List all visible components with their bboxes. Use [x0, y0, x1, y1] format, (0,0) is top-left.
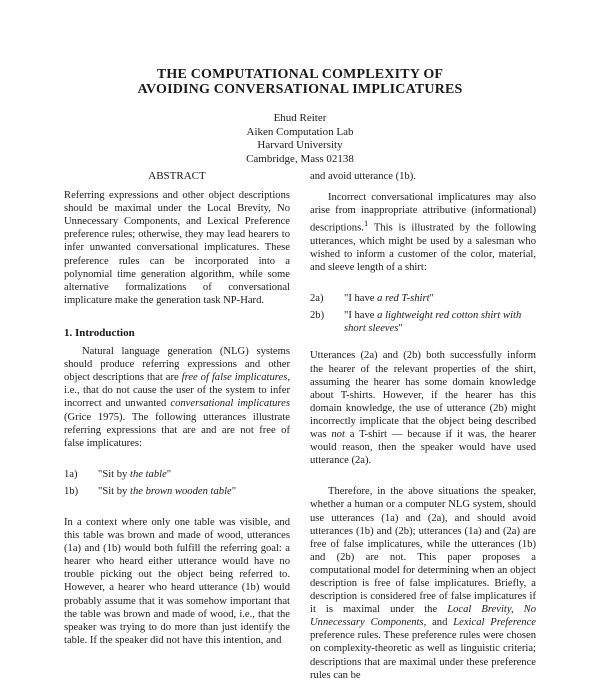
example-text	[98, 485, 290, 498]
example-text-post: "	[166, 468, 172, 480]
author-lab: Aiken Computation Lab	[246, 125, 354, 138]
paper-title	[0, 67, 600, 97]
example-text-em: a lightweight red cotton shirt with short sleeves	[344, 310, 522, 335]
example-number: 1a)	[64, 468, 78, 480]
right-p3-text-b: , and	[423, 617, 454, 629]
right-p2-text-b: a T-shirt — because if it was, the hearer would reason, then the speaker would have used utterance (2a).	[310, 429, 536, 467]
example-text-pre: "Sit by	[98, 485, 130, 497]
intro-heading: 1. Introduction	[64, 326, 135, 339]
right-p3-text-a: Therefore, in the above situations the speaker, whether a human or a computer NLG system, should use utterances (1a) and (2a), and should avoid utterances (1b) and (2b); utterances (1a) and (2a) are free of false implicatures, while the utterances (1b) and (2b) are not. This paper proposes a computational model for determining when an object description is free of false implicatures. Briefly, a description is considered free of false implicatures if it is maximal under the	[310, 486, 536, 616]
example-text-post: "	[429, 293, 434, 305]
right-paragraph-2	[310, 349, 536, 467]
right-p3-emphasis-1: Local Brevity, No Unnecessary Components	[310, 604, 536, 629]
example-text	[344, 292, 536, 305]
example-text-pre: "I have	[344, 310, 378, 322]
example-text-pre: "Sit by	[98, 468, 130, 480]
right-p2-text-a: Utterances (2a) and (2b) both successfully inform the hearer of the relevant properties of the shirt, assuming the hearer has some domain knowledge about T-shirts. However, if the hearer has this domain knowledge, the use of utterance (2b) might incorrectly implicate that the object being described was	[310, 350, 536, 441]
intro-paragraph-1	[64, 345, 290, 450]
author-university: Harvard University	[257, 139, 343, 151]
right-paragraph-1	[310, 191, 536, 274]
right-p3-text-c: preference rules. These preference rules were chosen on complexity-theoretic as well as linguistic criteria; descriptions that are maximal under these preference rules can be	[310, 630, 536, 681]
example-text-post: "	[398, 323, 403, 335]
example-text-pre: "I have	[344, 293, 378, 305]
intro-p1-text-b: , i.e., that do not cause the user of the system to infer incorrect and unwanted	[64, 372, 290, 410]
example-1a	[64, 468, 290, 481]
intro-p1-text-a: Natural language generation (NLG) systems should produce referring expressions and other object descriptions that are	[64, 346, 290, 384]
intro-p1-emphasis-2: conversational implicatures	[170, 398, 290, 410]
right-column	[310, 170, 536, 682]
intro-p1-text-c: (Grice 1975). The following utterances illustrate referring expressions that are and are not free of false implicatures:	[64, 411, 290, 449]
abstract-text: Referring expressions and other object descriptions should be maximal under the Local Brevity, No Unnecessary Components, and Lexical Preference preference rules; otherwise, they may lead hearers to infer unwanted conversational implicatures. These preference rules can be incorporated into a polynomial time generation algorithm, while some alternative formalizations of conversational implicature make the generation task NP-Hard.	[64, 190, 290, 306]
author-name: Ehud Reiter	[273, 112, 327, 124]
example-1b	[64, 485, 290, 498]
continued-text: and avoid utterance (1b).	[310, 171, 416, 182]
author-address: Cambridge, Mass 02138	[246, 152, 354, 165]
intro-p1-emphasis-1: free of false implicatures	[181, 372, 288, 384]
example-text-post: "	[231, 485, 237, 497]
example-number: 2a)	[310, 293, 324, 305]
right-p3-emphasis-2: Lexical Preference	[453, 617, 536, 629]
example-2b	[310, 309, 536, 335]
right-paragraph-3	[310, 485, 536, 681]
example-2a	[310, 292, 536, 305]
right-p2-emphasis: not	[331, 429, 345, 441]
example-number: 1b)	[64, 485, 79, 497]
footnote-marker: 1	[363, 218, 369, 229]
right-p1-text-a: Incorrect conversational implicatures may also arise from inappropriate attributive (informational) descriptions.	[310, 192, 536, 234]
example-text-em: the brown wooden table	[130, 485, 232, 497]
example-text-em: the table	[130, 468, 167, 480]
author-block	[0, 112, 600, 166]
example-text	[344, 309, 536, 335]
intro-paragraph-2: In a context where only one table was visible, and this table was brown and made of wood, utterances (1a) and (1b) would both fulfill the referring goal: a hearer who heard either utterance would have no trouble picking out the object being referred to. However, a hearer who heard utterance (1b) would probably assume that it was somehow important that the table was brown and made of wood, i.e., that the speaker was trying to do more than just identify the table. If the speaker did not have this intention, and	[64, 516, 290, 646]
example-number: 2b)	[310, 310, 325, 322]
right-p1-text-b: This is illustrated by the following utterances, which might be used by a salesman who wished to inform a customer of the color, material, and sleeve length of a shirt:	[310, 222, 536, 274]
title-line-2: AVOIDING CONVERSATIONAL IMPLICATURES	[137, 82, 463, 97]
title-line-1: THE COMPUTATIONAL COMPLEXITY OF	[156, 67, 444, 82]
left-column	[64, 170, 290, 647]
abstract-heading: ABSTRACT	[148, 170, 206, 182]
example-text	[98, 468, 290, 481]
example-text-em: a red T-shirt	[377, 293, 430, 305]
